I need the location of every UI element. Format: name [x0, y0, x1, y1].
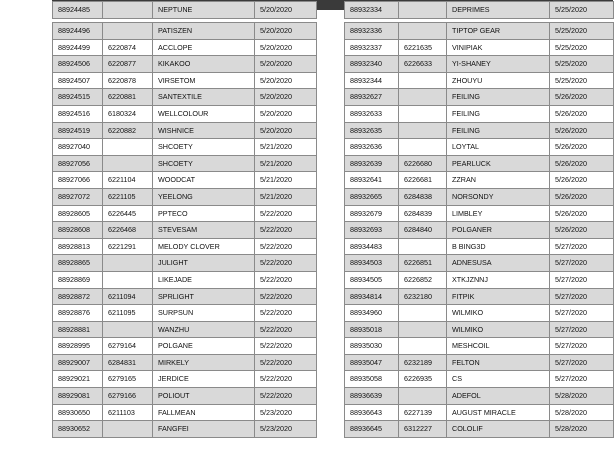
registration-number-cell: 6284840: [399, 222, 447, 239]
table-row: [53, 122, 317, 139]
registration-number-cell: [103, 2, 153, 19]
partial-table-row: [53, 2, 317, 19]
mark-name-cell: PEARLUCK: [447, 155, 550, 172]
serial-number-cell: 88928881: [53, 321, 103, 338]
date-cell: 5/22/2020: [255, 305, 317, 322]
registration-number-cell: 6226680: [399, 155, 447, 172]
table-row: [53, 205, 317, 222]
table-row: [345, 155, 614, 172]
table-row: [53, 238, 317, 255]
mark-name-cell: NORSONDY: [447, 188, 550, 205]
registration-number-cell: [399, 89, 447, 106]
registration-number-cell: 6221635: [399, 39, 447, 56]
left-table-body: [53, 23, 317, 438]
mark-name-cell: FITPIK: [447, 288, 550, 305]
date-cell: 5/20/2020: [255, 89, 317, 106]
mark-name-cell: VINIPIAK: [447, 39, 550, 56]
date-cell: 5/22/2020: [255, 222, 317, 239]
serial-number-cell: 88932635: [345, 122, 399, 139]
date-cell: 5/25/2020: [550, 72, 614, 89]
serial-number-cell: 88930650: [53, 404, 103, 421]
serial-number-cell: 88928872: [53, 288, 103, 305]
mark-name-cell: SHCOETY: [153, 139, 255, 156]
date-cell: 5/26/2020: [550, 89, 614, 106]
serial-number-cell: 88934505: [345, 271, 399, 288]
registration-number-cell: 6226851: [399, 255, 447, 272]
table-row: [345, 89, 614, 106]
registration-number-cell: [399, 2, 447, 19]
mark-name-cell: LOYTAL: [447, 139, 550, 156]
mark-name-cell: FEILING: [447, 105, 550, 122]
mark-name-cell: FEILING: [447, 122, 550, 139]
mark-name-cell: CS: [447, 371, 550, 388]
date-cell: 5/26/2020: [550, 188, 614, 205]
date-cell: 5/27/2020: [550, 338, 614, 355]
table-row: [345, 271, 614, 288]
serial-number-cell: 88928608: [53, 222, 103, 239]
mark-name-cell: FELTON: [447, 354, 550, 371]
mark-name-cell: AUGUST MIRACLE: [447, 404, 550, 421]
mark-name-cell: SPRLIGHT: [153, 288, 255, 305]
serial-number-cell: 88924506: [53, 56, 103, 73]
left-trademark-table: [52, 22, 317, 438]
mark-name-cell: DEPRIMES: [447, 2, 550, 19]
serial-number-cell: 88927066: [53, 172, 103, 189]
date-cell: 5/22/2020: [255, 271, 317, 288]
registration-number-cell: 6211103: [103, 404, 153, 421]
document-page: [52, 5, 613, 445]
registration-number-cell: 6232189: [399, 354, 447, 371]
serial-number-cell: 88936643: [345, 404, 399, 421]
registration-number-cell: 6220882: [103, 122, 153, 139]
registration-number-cell: 6232180: [399, 288, 447, 305]
mark-name-cell: WISHNICE: [153, 122, 255, 139]
table-row: [345, 222, 614, 239]
table-row: [53, 255, 317, 272]
mark-name-cell: PPTECO: [153, 205, 255, 222]
date-cell: 5/25/2020: [550, 39, 614, 56]
serial-number-cell: 88932693: [345, 222, 399, 239]
date-cell: 5/28/2020: [550, 404, 614, 421]
date-cell: 5/27/2020: [550, 271, 614, 288]
date-cell: 5/21/2020: [255, 139, 317, 156]
date-cell: 5/20/2020: [255, 2, 317, 19]
date-cell: 5/21/2020: [255, 188, 317, 205]
mark-name-cell: JULIGHT: [153, 255, 255, 272]
mark-name-cell: SURPSUN: [153, 305, 255, 322]
serial-number-cell: 88934503: [345, 255, 399, 272]
mark-name-cell: WOODCAT: [153, 172, 255, 189]
registration-number-cell: [103, 321, 153, 338]
right-partial-body: [345, 2, 614, 19]
date-cell: 5/22/2020: [255, 238, 317, 255]
serial-number-cell: 88932336: [345, 23, 399, 40]
table-row: [53, 354, 317, 371]
table-row: [345, 404, 614, 421]
date-cell: 5/21/2020: [255, 155, 317, 172]
registration-number-cell: 6226468: [103, 222, 153, 239]
date-cell: 5/27/2020: [550, 305, 614, 322]
mark-name-cell: LIMBLEY: [447, 205, 550, 222]
registration-number-cell: [399, 105, 447, 122]
date-cell: 5/27/2020: [550, 288, 614, 305]
serial-number-cell: 88927056: [53, 155, 103, 172]
mark-name-cell: MIRKELY: [153, 354, 255, 371]
date-cell: 5/26/2020: [550, 172, 614, 189]
date-cell: 5/26/2020: [550, 105, 614, 122]
registration-number-cell: 6226935: [399, 371, 447, 388]
mark-name-cell: ADNESUSA: [447, 255, 550, 272]
table-row: [345, 122, 614, 139]
date-cell: 5/26/2020: [550, 155, 614, 172]
serial-number-cell: 88924485: [53, 2, 103, 19]
table-row: [345, 354, 614, 371]
table-row: [345, 421, 614, 438]
date-cell: 5/28/2020: [550, 421, 614, 438]
left-partial-row-table: [52, 1, 317, 19]
date-cell: 5/22/2020: [255, 205, 317, 222]
registration-number-cell: 6221105: [103, 188, 153, 205]
table-row: [53, 188, 317, 205]
serial-number-cell: 88934960: [345, 305, 399, 322]
registration-number-cell: 6180324: [103, 105, 153, 122]
date-cell: 5/20/2020: [255, 122, 317, 139]
registration-number-cell: 6227139: [399, 404, 447, 421]
date-cell: 5/23/2020: [255, 404, 317, 421]
serial-number-cell: 88924496: [53, 23, 103, 40]
date-cell: 5/22/2020: [255, 288, 317, 305]
serial-number-cell: 88935018: [345, 321, 399, 338]
table-row: [53, 288, 317, 305]
mark-name-cell: YEELONG: [153, 188, 255, 205]
table-row: [345, 23, 614, 40]
right-partial-row-table: [344, 1, 614, 19]
serial-number-cell: 88932639: [345, 155, 399, 172]
registration-number-cell: [399, 139, 447, 156]
registration-number-cell: 6279165: [103, 371, 153, 388]
table-row: [53, 72, 317, 89]
table-row: [53, 271, 317, 288]
serial-number-cell: 88928865: [53, 255, 103, 272]
serial-number-cell: 88932627: [345, 89, 399, 106]
registration-number-cell: [103, 255, 153, 272]
table-row: [53, 388, 317, 405]
date-cell: 5/22/2020: [255, 388, 317, 405]
table-row: [345, 188, 614, 205]
mark-name-cell: PATISZEN: [153, 23, 255, 40]
table-row: [345, 172, 614, 189]
table-row: [53, 155, 317, 172]
registration-number-cell: [399, 388, 447, 405]
table-row: [53, 172, 317, 189]
table-row: [345, 72, 614, 89]
mark-name-cell: XTKJZNNJ: [447, 271, 550, 288]
date-cell: 5/20/2020: [255, 72, 317, 89]
registration-number-cell: [399, 321, 447, 338]
table-row: [345, 388, 614, 405]
table-row: [345, 305, 614, 322]
serial-number-cell: 88932340: [345, 56, 399, 73]
date-cell: 5/20/2020: [255, 39, 317, 56]
registration-number-cell: 6211095: [103, 305, 153, 322]
date-cell: 5/28/2020: [550, 388, 614, 405]
registration-number-cell: 6279166: [103, 388, 153, 405]
table-row: [53, 23, 317, 40]
table-row: [345, 39, 614, 56]
table-row: [53, 305, 317, 322]
registration-number-cell: 6221104: [103, 172, 153, 189]
serial-number-cell: 88934483: [345, 238, 399, 255]
mark-name-cell: WILMIKO: [447, 305, 550, 322]
registration-number-cell: [399, 72, 447, 89]
table-row: [345, 56, 614, 73]
mark-name-cell: YI-SHANEY: [447, 56, 550, 73]
mark-name-cell: SANTEXTILE: [153, 89, 255, 106]
serial-number-cell: 88929081: [53, 388, 103, 405]
date-cell: 5/22/2020: [255, 321, 317, 338]
table-row: [53, 89, 317, 106]
mark-name-cell: ZZRAN: [447, 172, 550, 189]
table-row: [53, 321, 317, 338]
mark-name-cell: VIRSETOM: [153, 72, 255, 89]
mark-name-cell: SHCOETY: [153, 155, 255, 172]
registration-number-cell: 6220881: [103, 89, 153, 106]
table-row: [345, 288, 614, 305]
registration-number-cell: 6226852: [399, 271, 447, 288]
serial-number-cell: 88935030: [345, 338, 399, 355]
serial-number-cell: 88932344: [345, 72, 399, 89]
table-row: [345, 255, 614, 272]
serial-number-cell: 88928813: [53, 238, 103, 255]
registration-number-cell: [399, 238, 447, 255]
mark-name-cell: JERDICE: [153, 371, 255, 388]
table-row: [345, 338, 614, 355]
right-table-body: [345, 23, 614, 438]
registration-number-cell: 6220878: [103, 72, 153, 89]
mark-name-cell: TIPTOP GEAR: [447, 23, 550, 40]
mark-name-cell: FALLMEAN: [153, 404, 255, 421]
mark-name-cell: STEVESAM: [153, 222, 255, 239]
mark-name-cell: LIKEJADE: [153, 271, 255, 288]
mark-name-cell: POLGANER: [447, 222, 550, 239]
registration-number-cell: 6221291: [103, 238, 153, 255]
date-cell: 5/22/2020: [255, 371, 317, 388]
table-row: [53, 139, 317, 156]
right-trademark-table: [344, 22, 614, 438]
serial-number-cell: 88927072: [53, 188, 103, 205]
mark-name-cell: MESHCOIL: [447, 338, 550, 355]
serial-number-cell: 88930652: [53, 421, 103, 438]
table-row: [53, 404, 317, 421]
registration-number-cell: 6220874: [103, 39, 153, 56]
serial-number-cell: 88927040: [53, 139, 103, 156]
date-cell: 5/27/2020: [550, 238, 614, 255]
serial-number-cell: 88932337: [345, 39, 399, 56]
table-row: [53, 105, 317, 122]
date-cell: 5/27/2020: [550, 371, 614, 388]
date-cell: 5/21/2020: [255, 172, 317, 189]
date-cell: 5/25/2020: [550, 2, 614, 19]
date-cell: 5/26/2020: [550, 222, 614, 239]
serial-number-cell: 88934814: [345, 288, 399, 305]
registration-number-cell: 6279164: [103, 338, 153, 355]
table-row: [53, 371, 317, 388]
date-cell: 5/27/2020: [550, 255, 614, 272]
cut-off-top-row: [52, 5, 613, 22]
mark-name-cell: POLGANE: [153, 338, 255, 355]
serial-number-cell: 88924499: [53, 39, 103, 56]
registration-number-cell: 6312227: [399, 421, 447, 438]
partial-table-row: [345, 2, 614, 19]
serial-number-cell: 88936645: [345, 421, 399, 438]
table-row: [345, 238, 614, 255]
registration-number-cell: 6220877: [103, 56, 153, 73]
table-row: [345, 139, 614, 156]
registration-number-cell: [399, 23, 447, 40]
table-row: [345, 205, 614, 222]
serial-number-cell: 88928995: [53, 338, 103, 355]
date-cell: 5/26/2020: [550, 122, 614, 139]
date-cell: 5/26/2020: [550, 139, 614, 156]
mark-name-cell: NEPTUNE: [153, 2, 255, 19]
mark-name-cell: FEILING: [447, 89, 550, 106]
date-cell: 5/22/2020: [255, 354, 317, 371]
mark-name-cell: FANGFEI: [153, 421, 255, 438]
date-cell: 5/23/2020: [255, 421, 317, 438]
registration-number-cell: [399, 338, 447, 355]
mark-name-cell: KIKAKOO: [153, 56, 255, 73]
serial-number-cell: 88924519: [53, 122, 103, 139]
left-partial-body: [53, 2, 317, 19]
date-cell: 5/25/2020: [550, 56, 614, 73]
mark-name-cell: B BING3D: [447, 238, 550, 255]
serial-number-cell: 88935047: [345, 354, 399, 371]
mark-name-cell: ZHOUYU: [447, 72, 550, 89]
date-cell: 5/22/2020: [255, 255, 317, 272]
registration-number-cell: [399, 305, 447, 322]
table-row: [53, 421, 317, 438]
registration-number-cell: 6284839: [399, 205, 447, 222]
registration-number-cell: 6226445: [103, 205, 153, 222]
registration-number-cell: [103, 139, 153, 156]
serial-number-cell: 88935058: [345, 371, 399, 388]
mark-name-cell: ADEFOL: [447, 388, 550, 405]
mark-name-cell: COLOLIF: [447, 421, 550, 438]
table-row: [345, 321, 614, 338]
registration-number-cell: 6284838: [399, 188, 447, 205]
serial-number-cell: 88924516: [53, 105, 103, 122]
serial-number-cell: 88932334: [345, 2, 399, 19]
serial-number-cell: 88932633: [345, 105, 399, 122]
serial-number-cell: 88924515: [53, 89, 103, 106]
serial-number-cell: 88924507: [53, 72, 103, 89]
registration-number-cell: [103, 271, 153, 288]
serial-number-cell: 88928869: [53, 271, 103, 288]
date-cell: 5/27/2020: [550, 354, 614, 371]
date-cell: 5/20/2020: [255, 23, 317, 40]
date-cell: 5/26/2020: [550, 205, 614, 222]
registration-number-cell: [103, 155, 153, 172]
mark-name-cell: WANZHU: [153, 321, 255, 338]
serial-number-cell: 88932679: [345, 205, 399, 222]
registration-number-cell: [399, 122, 447, 139]
date-cell: 5/20/2020: [255, 105, 317, 122]
registration-number-cell: [103, 421, 153, 438]
serial-number-cell: 88936639: [345, 388, 399, 405]
serial-number-cell: 88929021: [53, 371, 103, 388]
mark-name-cell: WILMIKO: [447, 321, 550, 338]
mark-name-cell: POLIOUT: [153, 388, 255, 405]
registration-number-cell: 6211094: [103, 288, 153, 305]
mark-name-cell: MELODY CLOVER: [153, 238, 255, 255]
registration-number-cell: 6226681: [399, 172, 447, 189]
table-row: [345, 105, 614, 122]
table-row: [345, 371, 614, 388]
serial-number-cell: 88932641: [345, 172, 399, 189]
serial-number-cell: 88932636: [345, 139, 399, 156]
date-cell: 5/22/2020: [255, 338, 317, 355]
registration-number-cell: 6226633: [399, 56, 447, 73]
date-cell: 5/20/2020: [255, 56, 317, 73]
table-row: [53, 56, 317, 73]
registration-number-cell: 6284831: [103, 354, 153, 371]
serial-number-cell: 88928605: [53, 205, 103, 222]
table-row: [53, 222, 317, 239]
date-cell: 5/25/2020: [550, 23, 614, 40]
table-row: [53, 39, 317, 56]
serial-number-cell: 88932665: [345, 188, 399, 205]
mark-name-cell: ACCLOPE: [153, 39, 255, 56]
registration-number-cell: [103, 23, 153, 40]
serial-number-cell: 88929007: [53, 354, 103, 371]
date-cell: 5/27/2020: [550, 321, 614, 338]
mark-name-cell: WELLCOLOUR: [153, 105, 255, 122]
serial-number-cell: 88928876: [53, 305, 103, 322]
table-row: [53, 338, 317, 355]
